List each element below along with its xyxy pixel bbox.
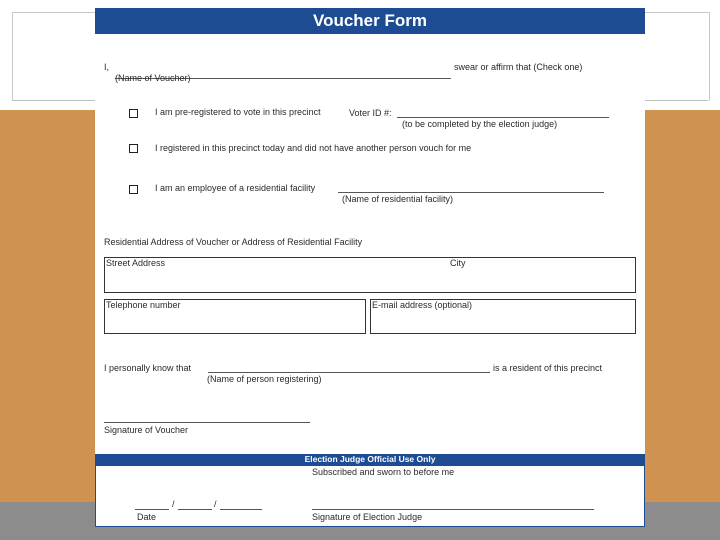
voter-id-caption: (to be completed by the election judge) <box>402 119 558 129</box>
voucher-name-caption: (Name of Voucher) <box>115 73 191 83</box>
option-registered-today-label: I registered in this precinct today and did not have another person vouch for me <box>155 143 472 153</box>
voucher-signature-line[interactable] <box>104 422 310 423</box>
city-label: City <box>450 258 466 268</box>
registrant-name-caption: (Name of person registering) <box>207 374 322 384</box>
date-month-line[interactable] <box>135 509 169 510</box>
judge-signature-line[interactable] <box>312 509 594 510</box>
voucher-signature-caption: Signature of Voucher <box>104 425 189 435</box>
date-slash-1: / <box>172 499 175 509</box>
street-city-box[interactable] <box>104 257 636 293</box>
telephone-label: Telephone number <box>106 300 181 310</box>
form-title: Voucher Form <box>95 8 645 34</box>
swear-text: swear or affirm that (Check one) <box>454 62 583 72</box>
know-suffix: is a resident of this precinct <box>493 363 603 373</box>
voter-id-line[interactable] <box>397 117 609 118</box>
slide-divider-right <box>645 100 708 101</box>
judge-header: Election Judge Official Use Only <box>95 454 645 465</box>
date-caption: Date <box>137 512 157 522</box>
know-prefix: I personally know that <box>104 363 192 373</box>
voucher-form <box>95 8 645 526</box>
registrant-name-line[interactable] <box>208 372 490 373</box>
address-heading: Residential Address of Voucher or Address of Residential Facility <box>104 237 363 247</box>
option-preregistered-checkbox[interactable] <box>129 109 138 118</box>
street-address-label: Street Address <box>106 258 166 268</box>
intro-i: I, <box>104 62 110 72</box>
option-preregistered-label: I am pre-registered to vote in this precinct <box>155 107 321 117</box>
date-day-line[interactable] <box>178 509 212 510</box>
date-slash-2: / <box>214 499 217 509</box>
facility-name-caption: (Name of residential facility) <box>342 194 454 204</box>
judge-signature-caption: Signature of Election Judge <box>312 512 423 522</box>
slide-divider-left <box>12 100 95 101</box>
date-year-line[interactable] <box>220 509 262 510</box>
email-label: E-mail address (optional) <box>372 300 473 310</box>
option-facility-employee-checkbox[interactable] <box>129 185 138 194</box>
option-registered-today-checkbox[interactable] <box>129 144 138 153</box>
option-facility-employee-label: I am an employee of a residential facility <box>155 183 316 193</box>
sworn-text: Subscribed and sworn to before me <box>312 467 455 477</box>
voter-id-label: Voter ID #: <box>349 108 392 118</box>
facility-name-line[interactable] <box>338 192 604 193</box>
